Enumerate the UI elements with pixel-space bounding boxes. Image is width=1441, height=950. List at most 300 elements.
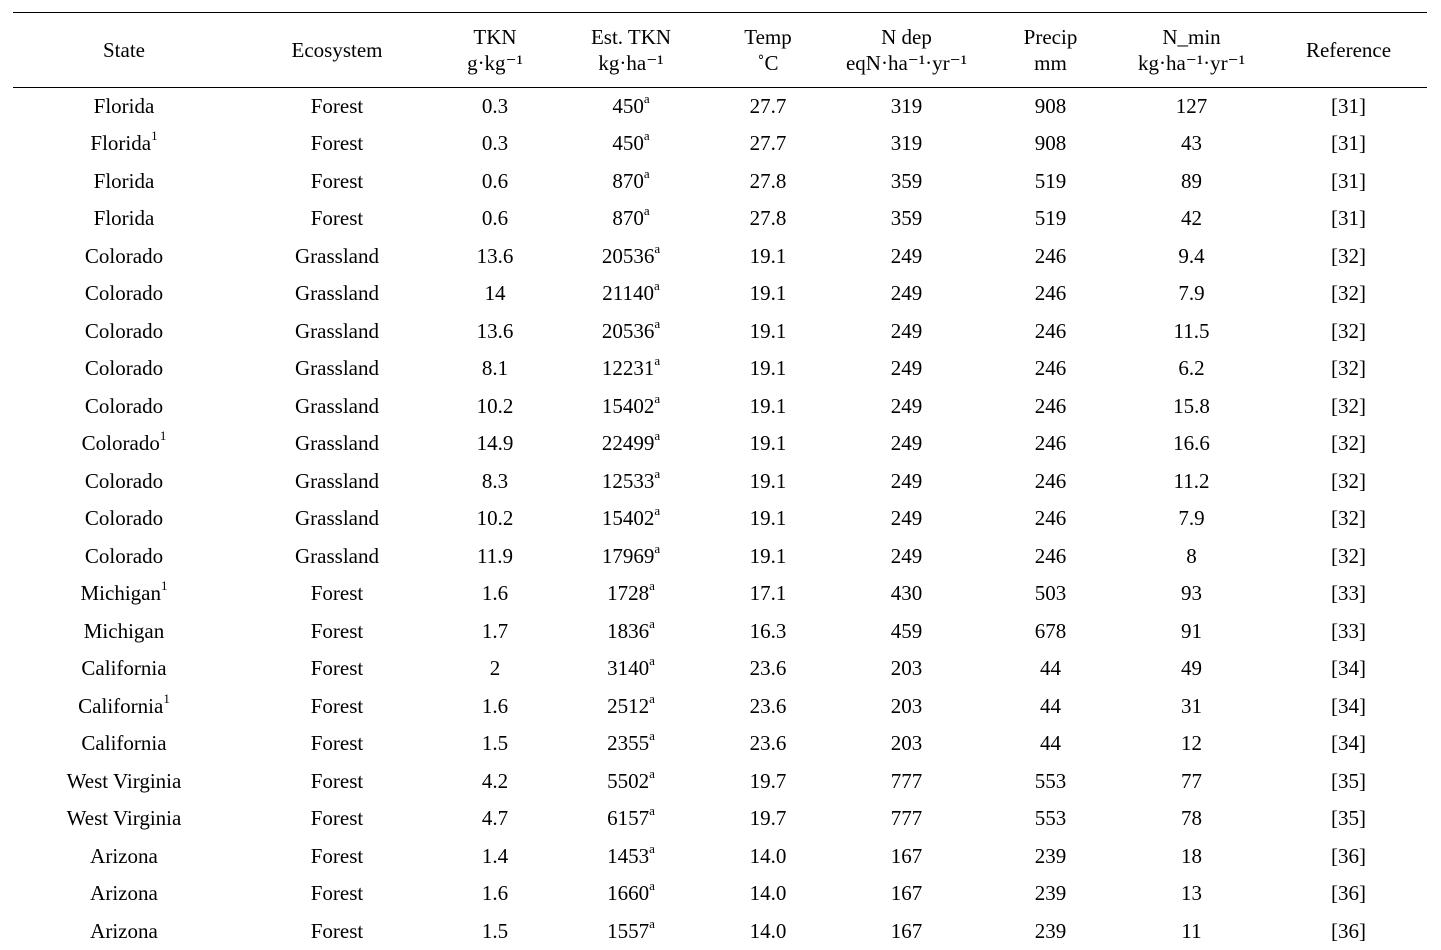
cell-ecosystem — [235, 800, 439, 838]
cell-value: 450 — [612, 131, 644, 155]
cell-value: 870 — [612, 206, 644, 230]
cell-value: [32] — [1331, 244, 1366, 268]
cell-value: Colorado — [85, 281, 163, 305]
cell-value: 8 — [1186, 544, 1197, 568]
cell-value: 553 — [1035, 769, 1067, 793]
cell-value: 678 — [1035, 619, 1067, 643]
cell-reference — [1270, 538, 1427, 576]
cell-temp — [711, 763, 825, 801]
footnote-marker: a — [649, 841, 655, 856]
cell-value: 239 — [1035, 844, 1067, 868]
table-row — [13, 800, 1427, 838]
column-header-temp — [711, 13, 825, 88]
cell-value: 11.5 — [1174, 319, 1210, 343]
cell-value: [34] — [1331, 731, 1366, 755]
cell-value: 8.3 — [482, 469, 508, 493]
footnote-marker: a — [654, 428, 660, 443]
footnote-marker: a — [644, 203, 650, 218]
cell-value: 20536 — [602, 319, 655, 343]
cell-tkn — [439, 125, 551, 163]
cell-value: Arizona — [90, 919, 158, 943]
cell-value: 91 — [1181, 619, 1202, 643]
cell-est-tkn — [551, 800, 711, 838]
cell-value: Colorado — [82, 431, 160, 455]
cell-value: 17969 — [602, 544, 655, 568]
cell-n-dep — [825, 463, 988, 501]
cell-n-dep — [825, 163, 988, 201]
cell-precip — [988, 200, 1113, 238]
cell-value: California — [78, 694, 163, 718]
cell-precip — [988, 838, 1113, 876]
cell-value: California — [81, 731, 166, 755]
cell-value: 167 — [891, 919, 923, 943]
cell-value: 4.7 — [482, 806, 508, 830]
cell-n-min — [1113, 313, 1270, 351]
cell-state — [13, 688, 235, 726]
cell-temp — [711, 875, 825, 913]
cell-n-dep — [825, 388, 988, 426]
footnote-marker: a — [649, 803, 655, 818]
cell-value: Forest — [311, 806, 364, 830]
table-row — [13, 350, 1427, 388]
cell-n-min — [1113, 725, 1270, 763]
cell-value: 27.8 — [750, 206, 787, 230]
cell-reference — [1270, 575, 1427, 613]
cell-n-dep — [825, 313, 988, 351]
cell-est-tkn — [551, 88, 711, 126]
cell-value: West Virginia — [67, 769, 182, 793]
cell-value: [31] — [1331, 169, 1366, 193]
cell-value: 6157 — [607, 806, 649, 830]
cell-value: Grassland — [295, 244, 379, 268]
cell-value: [35] — [1331, 806, 1366, 830]
footnote-marker: a — [644, 91, 650, 106]
footnote-marker: a — [649, 653, 655, 668]
cell-value: 246 — [1035, 469, 1067, 493]
cell-precip — [988, 650, 1113, 688]
cell-state — [13, 163, 235, 201]
cell-tkn — [439, 313, 551, 351]
cell-temp — [711, 125, 825, 163]
cell-n-min — [1113, 538, 1270, 576]
cell-temp — [711, 463, 825, 501]
cell-n-dep — [825, 800, 988, 838]
cell-value: Grassland — [295, 319, 379, 343]
cell-n-dep — [825, 875, 988, 913]
cell-tkn — [439, 650, 551, 688]
cell-value: Grassland — [295, 281, 379, 305]
cell-value: 246 — [1035, 394, 1067, 418]
cell-est-tkn — [551, 200, 711, 238]
cell-ecosystem — [235, 613, 439, 651]
cell-ecosystem — [235, 575, 439, 613]
cell-reference — [1270, 800, 1427, 838]
cell-value: [36] — [1331, 844, 1366, 868]
cell-n-min — [1113, 275, 1270, 313]
table-row — [13, 163, 1427, 201]
cell-n-dep — [825, 538, 988, 576]
footnote-marker: a — [654, 353, 660, 368]
cell-value: 5502 — [607, 769, 649, 793]
cell-n-dep — [825, 575, 988, 613]
cell-value: 249 — [891, 469, 923, 493]
cell-est-tkn — [551, 350, 711, 388]
cell-temp — [711, 575, 825, 613]
table-row — [13, 275, 1427, 313]
cell-value: Florida — [94, 169, 155, 193]
cell-value: 1.6 — [482, 694, 508, 718]
column-header-label: N dep — [825, 24, 988, 50]
cell-value: [31] — [1331, 206, 1366, 230]
cell-est-tkn — [551, 538, 711, 576]
cell-tkn — [439, 388, 551, 426]
cell-precip — [988, 800, 1113, 838]
column-header-label: Ecosystem — [235, 37, 439, 63]
cell-value: 7.9 — [1178, 281, 1204, 305]
cell-state — [13, 200, 235, 238]
cell-value: 246 — [1035, 506, 1067, 530]
cell-value: [36] — [1331, 881, 1366, 905]
cell-value: 9.4 — [1178, 244, 1204, 268]
cell-value: Arizona — [90, 844, 158, 868]
cell-value: 27.7 — [750, 131, 787, 155]
cell-ecosystem — [235, 500, 439, 538]
cell-n-min — [1113, 500, 1270, 538]
cell-n-min — [1113, 463, 1270, 501]
cell-ecosystem — [235, 200, 439, 238]
cell-value: 49 — [1181, 656, 1202, 680]
cell-reference — [1270, 463, 1427, 501]
cell-reference — [1270, 388, 1427, 426]
table-row — [13, 838, 1427, 876]
cell-value: [32] — [1331, 281, 1366, 305]
cell-state — [13, 463, 235, 501]
cell-value: 870 — [612, 169, 644, 193]
cell-value: 167 — [891, 844, 923, 868]
cell-reference — [1270, 163, 1427, 201]
cell-value: 14.0 — [750, 881, 787, 905]
cell-value: 1557 — [607, 919, 649, 943]
cell-ecosystem — [235, 763, 439, 801]
cell-state — [13, 575, 235, 613]
cell-value: Colorado — [85, 319, 163, 343]
cell-value: 23.6 — [750, 656, 787, 680]
cell-temp — [711, 425, 825, 463]
cell-value: 11.2 — [1174, 469, 1210, 493]
cell-value: [32] — [1331, 544, 1366, 568]
cell-tkn — [439, 425, 551, 463]
column-header-n-dep — [825, 13, 988, 88]
footnote-marker: a — [654, 278, 660, 293]
cell-value: 1.5 — [482, 731, 508, 755]
cell-est-tkn — [551, 688, 711, 726]
cell-precip — [988, 500, 1113, 538]
cell-value: 0.6 — [482, 169, 508, 193]
cell-value: 519 — [1035, 169, 1067, 193]
cell-value: 19.1 — [750, 506, 787, 530]
cell-value: Forest — [311, 694, 364, 718]
cell-state — [13, 350, 235, 388]
cell-value: [32] — [1331, 394, 1366, 418]
footnote-marker: 1 — [160, 428, 167, 443]
table-row — [13, 613, 1427, 651]
cell-state — [13, 238, 235, 276]
cell-ecosystem — [235, 125, 439, 163]
cell-temp — [711, 725, 825, 763]
cell-reference — [1270, 725, 1427, 763]
cell-value: 14.9 — [477, 431, 514, 455]
cell-reference — [1270, 500, 1427, 538]
cell-value: Forest — [311, 731, 364, 755]
cell-state — [13, 125, 235, 163]
cell-value: 359 — [891, 206, 923, 230]
cell-value: 11.9 — [477, 544, 513, 568]
cell-tkn — [439, 725, 551, 763]
cell-state — [13, 650, 235, 688]
cell-n-min — [1113, 88, 1270, 126]
column-header-label: State — [13, 37, 235, 63]
cell-value: 44 — [1040, 694, 1061, 718]
cell-value: [35] — [1331, 769, 1366, 793]
cell-ecosystem — [235, 388, 439, 426]
cell-value: 1.4 — [482, 844, 508, 868]
cell-value: 359 — [891, 169, 923, 193]
cell-value: 450 — [612, 94, 644, 118]
cell-value: Forest — [311, 206, 364, 230]
cell-value: 249 — [891, 394, 923, 418]
footnote-marker: a — [649, 766, 655, 781]
table-row — [13, 725, 1427, 763]
cell-value: Michigan — [81, 581, 161, 605]
cell-value: 12 — [1181, 731, 1202, 755]
cell-value: 246 — [1035, 356, 1067, 380]
cell-value: 519 — [1035, 206, 1067, 230]
cell-precip — [988, 913, 1113, 950]
cell-tkn — [439, 688, 551, 726]
cell-state — [13, 538, 235, 576]
cell-value: 0.3 — [482, 131, 508, 155]
cell-value: 777 — [891, 769, 923, 793]
cell-value: 0.6 — [482, 206, 508, 230]
cell-value: 203 — [891, 656, 923, 680]
cell-value: 239 — [1035, 919, 1067, 943]
cell-n-min — [1113, 875, 1270, 913]
column-header-unit: kg·ha⁻¹·yr⁻¹ — [1113, 50, 1270, 76]
cell-n-dep — [825, 650, 988, 688]
table-row — [13, 88, 1427, 126]
column-header-est-tkn — [551, 13, 711, 88]
cell-temp — [711, 238, 825, 276]
cell-value: 23.6 — [750, 694, 787, 718]
cell-precip — [988, 463, 1113, 501]
cell-precip — [988, 88, 1113, 126]
cell-tkn — [439, 763, 551, 801]
cell-value: 203 — [891, 694, 923, 718]
cell-n-min — [1113, 838, 1270, 876]
cell-value: 23.6 — [750, 731, 787, 755]
cell-reference — [1270, 763, 1427, 801]
cell-n-dep — [825, 688, 988, 726]
cell-state — [13, 313, 235, 351]
cell-value: 1.5 — [482, 919, 508, 943]
cell-value: 17.1 — [750, 581, 787, 605]
cell-value: 0.3 — [482, 94, 508, 118]
cell-value: [32] — [1331, 431, 1366, 455]
cell-value: 77 — [1181, 769, 1202, 793]
cell-ecosystem — [235, 538, 439, 576]
cell-est-tkn — [551, 500, 711, 538]
cell-n-dep — [825, 350, 988, 388]
table-row — [13, 313, 1427, 351]
cell-value: Forest — [311, 844, 364, 868]
cell-state — [13, 500, 235, 538]
cell-state — [13, 913, 235, 950]
cell-value: 10.2 — [477, 394, 514, 418]
cell-value: [32] — [1331, 506, 1366, 530]
cell-value: Forest — [311, 656, 364, 680]
cell-value: 1.6 — [482, 881, 508, 905]
cell-temp — [711, 88, 825, 126]
cell-reference — [1270, 913, 1427, 950]
table-row — [13, 500, 1427, 538]
cell-temp — [711, 200, 825, 238]
footnote-marker: 1 — [151, 128, 158, 143]
cell-value: 503 — [1035, 581, 1067, 605]
cell-reference — [1270, 650, 1427, 688]
cell-value: 89 — [1181, 169, 1202, 193]
cell-tkn — [439, 463, 551, 501]
cell-value: [31] — [1331, 94, 1366, 118]
cell-n-dep — [825, 238, 988, 276]
cell-n-min — [1113, 425, 1270, 463]
cell-n-min — [1113, 613, 1270, 651]
cell-reference — [1270, 425, 1427, 463]
cell-value: 21140 — [602, 281, 654, 305]
cell-temp — [711, 275, 825, 313]
cell-value: Forest — [311, 769, 364, 793]
cell-temp — [711, 388, 825, 426]
column-header-tkn — [439, 13, 551, 88]
cell-value: 249 — [891, 319, 923, 343]
cell-value: 19.1 — [750, 469, 787, 493]
footnote-marker: a — [654, 316, 660, 331]
cell-n-dep — [825, 275, 988, 313]
cell-est-tkn — [551, 650, 711, 688]
table-header — [13, 13, 1427, 88]
cell-precip — [988, 763, 1113, 801]
cell-temp — [711, 500, 825, 538]
cell-value: Colorado — [85, 469, 163, 493]
cell-value: 19.1 — [750, 244, 787, 268]
cell-value: Colorado — [85, 244, 163, 268]
cell-state — [13, 838, 235, 876]
cell-value: 13.6 — [477, 319, 514, 343]
cell-value: 44 — [1040, 731, 1061, 755]
cell-value: Colorado — [85, 544, 163, 568]
footnote-marker: a — [649, 878, 655, 893]
cell-ecosystem — [235, 88, 439, 126]
cell-n-min — [1113, 163, 1270, 201]
table-row — [13, 688, 1427, 726]
cell-precip — [988, 613, 1113, 651]
table-row — [13, 538, 1427, 576]
cell-ecosystem — [235, 163, 439, 201]
cell-precip — [988, 425, 1113, 463]
cell-value: 27.7 — [750, 94, 787, 118]
cell-n-min — [1113, 800, 1270, 838]
cell-value: Forest — [311, 94, 364, 118]
cell-ecosystem — [235, 313, 439, 351]
cell-value: Forest — [311, 131, 364, 155]
cell-temp — [711, 800, 825, 838]
footnote-marker: a — [649, 691, 655, 706]
cell-n-min — [1113, 913, 1270, 950]
cell-temp — [711, 313, 825, 351]
cell-reference — [1270, 313, 1427, 351]
footnote-marker: a — [654, 503, 660, 518]
cell-value: 6.2 — [1178, 356, 1204, 380]
cell-est-tkn — [551, 875, 711, 913]
cell-tkn — [439, 800, 551, 838]
cell-value: 19.7 — [750, 769, 787, 793]
cell-precip — [988, 688, 1113, 726]
cell-n-dep — [825, 125, 988, 163]
cell-value: West Virginia — [67, 806, 182, 830]
cell-value: 246 — [1035, 431, 1067, 455]
cell-ecosystem — [235, 688, 439, 726]
cell-temp — [711, 688, 825, 726]
cell-value: Colorado — [85, 506, 163, 530]
footnote-marker: a — [654, 391, 660, 406]
cell-value: 20536 — [602, 244, 655, 268]
cell-value: Forest — [311, 581, 364, 605]
cell-value: 13 — [1181, 881, 1202, 905]
footnote-marker: a — [654, 241, 660, 256]
column-header-ecosystem — [235, 13, 439, 88]
table-row — [13, 425, 1427, 463]
footnote-marker: a — [649, 616, 655, 631]
cell-value: 249 — [891, 281, 923, 305]
cell-tkn — [439, 500, 551, 538]
footnote-marker: 1 — [161, 578, 168, 593]
cell-value: Forest — [311, 919, 364, 943]
cell-value: 18 — [1181, 844, 1202, 868]
cell-state — [13, 875, 235, 913]
cell-value: [31] — [1331, 131, 1366, 155]
cell-value: 14.0 — [750, 844, 787, 868]
cell-est-tkn — [551, 238, 711, 276]
cell-value: 2355 — [607, 731, 649, 755]
cell-reference — [1270, 838, 1427, 876]
column-header-label: Est. TKN — [551, 24, 711, 50]
cell-value: 908 — [1035, 131, 1067, 155]
cell-ecosystem — [235, 275, 439, 313]
cell-n-dep — [825, 500, 988, 538]
cell-value: 15402 — [602, 394, 655, 418]
cell-value: 246 — [1035, 281, 1067, 305]
column-header-label: TKN — [439, 24, 551, 50]
cell-value: 4.2 — [482, 769, 508, 793]
cell-temp — [711, 650, 825, 688]
cell-value: 44 — [1040, 656, 1061, 680]
column-header-label: Temp — [711, 24, 825, 50]
cell-value: 19.1 — [750, 431, 787, 455]
cell-value: 16.6 — [1173, 431, 1210, 455]
cell-value: 43 — [1181, 131, 1202, 155]
cell-temp — [711, 613, 825, 651]
cell-est-tkn — [551, 575, 711, 613]
cell-value: 1836 — [607, 619, 649, 643]
